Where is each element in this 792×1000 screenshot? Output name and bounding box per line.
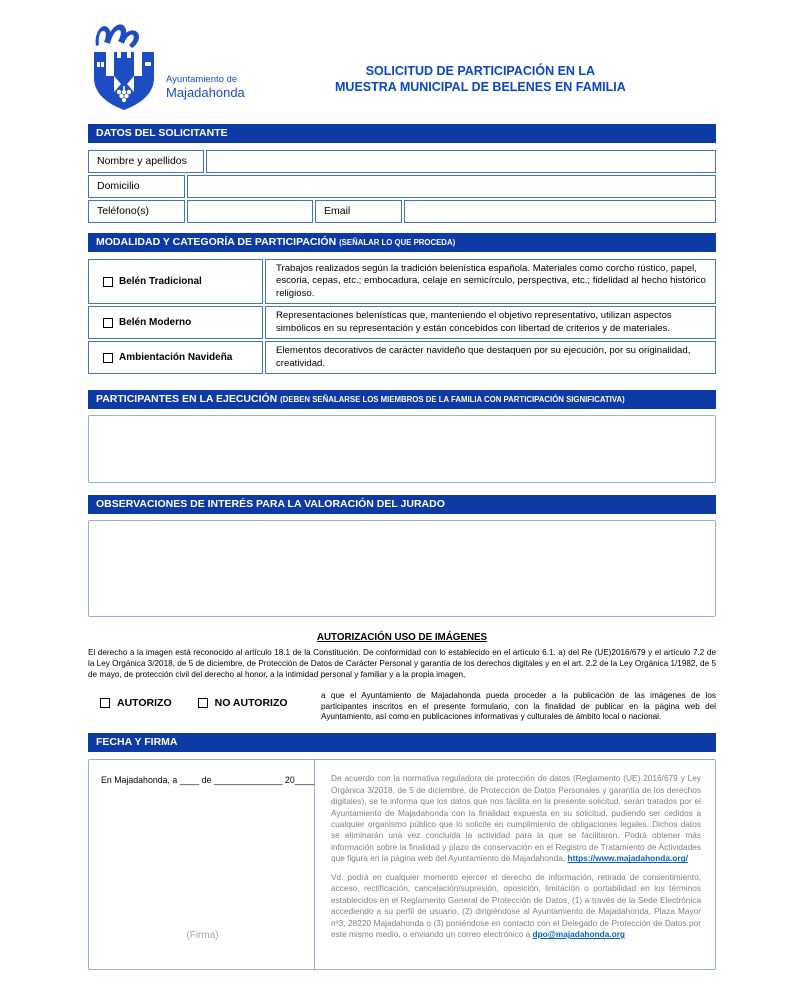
telefono-field[interactable] xyxy=(187,200,313,223)
table-row xyxy=(88,341,716,374)
email-label: Email xyxy=(315,200,402,223)
modalidad-table xyxy=(88,259,716,374)
table-row xyxy=(88,150,716,173)
section-header-modalidad-label: MODALIDAD Y CATEGORÍA DE PARTICIPACIÓN xyxy=(96,236,337,248)
city-logo xyxy=(88,16,245,112)
telefono-label: Teléfono(s) xyxy=(88,200,185,223)
form-title-line1: SOLICITUD DE PARTICIPACIÓN EN LA xyxy=(365,64,596,78)
option-belen-tradicional[interactable] xyxy=(88,259,263,304)
firma-cell xyxy=(89,760,315,969)
table-row xyxy=(88,259,716,304)
checkbox-icon[interactable] xyxy=(103,277,113,287)
option-label: Ambientación Navideña xyxy=(119,352,233,364)
logo-wordmark xyxy=(166,75,245,112)
checkbox-icon[interactable] xyxy=(103,353,113,363)
section-header-modalidad xyxy=(88,233,716,252)
domicilio-field[interactable] xyxy=(187,175,716,198)
checkbox-icon[interactable] xyxy=(100,698,110,708)
section-header-datos xyxy=(88,124,716,143)
privacy-paragraph-1: De acuerdo con la normativa reguladora de protección de datos (Reglamento (UE) 2016/679 y Ley Orgánica 3/2018, de 5 de diciembre, de Protección de Datos Personales y garantía de los derechos digitales), se le informa que los datos que nos facilita en la presente solicitud, serán tratados por el Ayuntamiento de Majadahonda con la finalidad expuesta en su solicitud, pudiendo ser cedidos a cualquier organismo público que lo solicite en cumplimiento de obligaciones legales. Dichos datos se eliminarán una vez concluida la actividad para la que se facilitaron. Podrá obtener más información sobre la finalidad y plazo de conservación en el Registro de Tratamiento de Actividades que figura en la página web del Ayuntamiento de Majadahonda, https://www.majadahonda.org/ xyxy=(331,773,701,864)
autorizacion-checkboxes xyxy=(88,691,313,709)
form-title-line2: MUESTRA MUNICIPAL DE BELENES EN FAMILIA xyxy=(335,79,626,94)
privacy-cell xyxy=(315,760,715,969)
autorizo-label: AUTORIZO xyxy=(117,696,172,709)
checkbox-icon[interactable] xyxy=(198,698,208,708)
section-header-datos-label: DATOS DEL SOLICITANTE xyxy=(96,127,228,139)
section-header-fecha-label: FECHA Y FIRMA xyxy=(96,736,178,749)
autorizacion-consent-text: a que el Ayuntamiento de Majadahonda pueda proceder a la publicación de las imágenes de los participantes inscritos en el presente formulario, con la finalidad de publicar en la página web del Ayuntamiento, así como en publicaciones informativas y culturales de ámbito local o nacional. xyxy=(321,690,716,722)
checkbox-icon[interactable] xyxy=(103,318,113,328)
privacy-paragraph-2: Vd. podrá en cualquier momento ejercer el derecho de información, retirada de consentimiento, acceso, rectificación, cancelación/supresión, oposición, limitación o portabilidad en los términos establecidos en el Reglamento General de Protección de Datos, (1) a través de la Sede Electrónica accediendo a su perfil de usuario, (2) dirigiéndose al Ayuntamiento de Majadahonda, Plaza Mayor nº3, 28220 Majadahonda o (3) poniéndose en contacto con el Delegado de Protección de Datos por este mismo medio, o enviando un correo electrónico a dpo@majadahonda.org xyxy=(331,871,701,939)
table-row xyxy=(88,175,716,198)
autorizacion-intro: El derecho a la imagen está reconocido al artículo 18.1 de la Constitución. De conformidad con lo establecido en el artículo 6.1. a) del Re (UE)2016/679 y el artículo 7.2 de la Ley Orgánica 3/2018, de 5 de diciembre, de Protección de Datos de Carácter Personal y garantía de los derechos digitales y en el art. 2.2 de la Ley Orgánica 1/1982, de 5 de mayo, de protección civil del derecho al honor, a la intimidad personal y familiar y a la propia imagen, xyxy=(88,648,716,679)
date-line-field[interactable]: En Majadahonda, a ____ de ______________ 20____ xyxy=(101,775,315,786)
form-title xyxy=(245,16,716,95)
section-header-participantes xyxy=(88,390,716,409)
logo-line1: Ayuntamiento de xyxy=(166,74,238,86)
dpo-email-link[interactable]: dpo@majadahonda.org xyxy=(532,928,625,939)
table-row xyxy=(88,306,716,339)
section-header-observaciones-label: OBSERVACIONES DE INTERÉS PARA LA VALORACIÓN DEL JURADO xyxy=(96,498,445,511)
domicilio-label: Domicilio xyxy=(88,175,185,198)
option-label: Belén Moderno xyxy=(119,317,192,329)
section-header-participantes-note: (DEBEN SEÑALARSE LOS MIEMBROS DE LA FAMILIA CON PARTICIPACIÓN SIGNIFICATIVA) xyxy=(280,395,625,405)
no-autorizo-option[interactable] xyxy=(198,697,288,709)
observaciones-field[interactable] xyxy=(88,520,716,617)
table-row xyxy=(88,200,716,223)
section-header-participantes-label: PARTICIPANTES EN LA EJECUCIÓN xyxy=(96,393,278,406)
logo-line2: Majadahonda xyxy=(166,84,245,100)
autorizo-option[interactable] xyxy=(100,697,172,709)
no-autorizo-label: NO AUTORIZO xyxy=(214,696,288,709)
section-header-modalidad-note: (SEÑALAR LO QUE PROCEDA) xyxy=(339,238,456,247)
firma-placeholder[interactable]: (Firma) xyxy=(186,930,219,942)
datos-table xyxy=(88,150,716,223)
majadahonda-website-link[interactable]: https://www.majadahonda.org/ xyxy=(567,853,688,864)
option-description: Elementos decorativos de carácter navideño que destaquen por su ejecución, por su originalidad, creatividad. xyxy=(265,341,716,374)
nombre-field[interactable] xyxy=(206,150,716,173)
section-header-fecha xyxy=(88,733,716,752)
autorizacion-consent-row xyxy=(88,691,716,723)
option-ambientacion-navidena[interactable] xyxy=(88,341,263,374)
option-description: Trabajos realizados según la tradición belenística española. Materiales como corcho rústico, papel, escoria, cepas, etc.; embocadura, celaje en semicírculo, perspectiva, etc.; fidelidad al hecho histórico religioso. xyxy=(265,259,716,304)
autorizacion-title: AUTORIZACIÓN USO DE IMÁGENES xyxy=(316,632,488,644)
fecha-firma-table xyxy=(88,759,716,970)
majadahonda-crest-icon xyxy=(88,16,160,112)
page-header xyxy=(88,16,716,112)
section-header-observaciones xyxy=(88,495,716,514)
email-field[interactable] xyxy=(404,200,716,223)
option-description: Representaciones belenísticas que, manteniendo el objetivo representativo, utilizan aspectos simbólicos en su representación y están concebidos con libertad de criterios y de materiales. xyxy=(265,306,716,339)
nombre-label: Nombre y apellidos xyxy=(88,150,204,173)
option-label: Belén Tradicional xyxy=(119,276,202,288)
option-belen-moderno[interactable] xyxy=(88,306,263,339)
participantes-field[interactable] xyxy=(88,415,716,483)
